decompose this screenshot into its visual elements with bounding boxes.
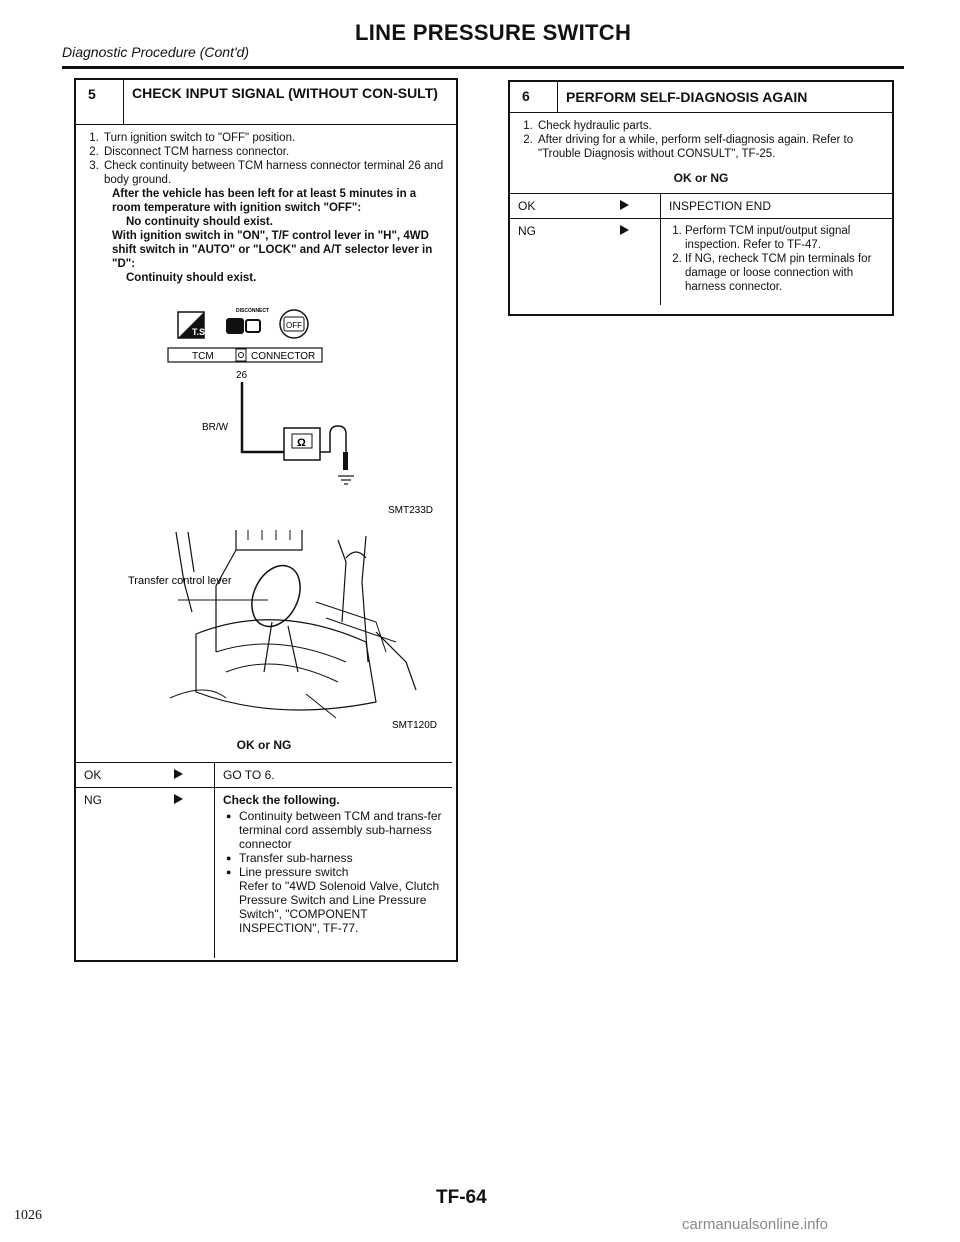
condition-b: With ignition switch in "ON", T/F control lever in "H", 4WD shift switch in "AUTO" or "LOCK" and A/T selector lever in "D": — [112, 230, 433, 270]
condition-a: After the vehicle has been left for at least 5 minutes in a room temperature with ignition switch "OFF": — [112, 188, 417, 214]
arrow-right-icon — [620, 200, 629, 210]
probe-wire-1 — [242, 382, 284, 452]
step-5-instructions — [76, 125, 456, 187]
ng-label: NG — [518, 224, 536, 238]
watermark: carmanualsonline.info — [682, 1216, 828, 1233]
header-rule — [62, 66, 904, 69]
ok-row — [510, 193, 892, 218]
transfer-lever-label: Transfer control lever — [128, 575, 232, 587]
step-6-number: 6 — [510, 82, 558, 112]
step-6-box — [508, 80, 894, 316]
arrow-right-icon — [174, 769, 183, 779]
instruction-item: 1. Turn ignition switch to "OFF" position. — [102, 131, 448, 145]
ok-ng-table — [76, 762, 452, 958]
ng-check-list — [223, 809, 444, 879]
ok-row — [76, 762, 452, 787]
page-code: TF-64 — [436, 1187, 487, 1208]
ng-action — [214, 788, 452, 958]
shift-knob — [243, 558, 310, 635]
list-item: ● Transfer sub-harness — [239, 851, 444, 865]
step-5-title: CHECK INPUT SIGNAL (WITHOUT CON-SULT) — [132, 85, 438, 101]
ohm-symbol: Ω — [297, 437, 306, 449]
instruction-item: 1. Check hydraulic parts. — [536, 119, 884, 133]
wire-color: BR/W — [202, 422, 229, 433]
ok-label: OK — [518, 199, 536, 213]
section-subtitle: Diagnostic Procedure (Cont'd) — [62, 44, 250, 60]
step-6-instructions — [510, 113, 892, 161]
list-item: ● Line pressure switch — [239, 865, 444, 879]
ng-action — [660, 219, 892, 305]
ng-heading: Check the following. — [223, 793, 340, 807]
step-5-number: 5 — [76, 80, 124, 124]
result-b: Continuity should exist. — [126, 272, 257, 284]
result-a: No continuity should exist. — [126, 216, 273, 228]
page-number: 1026 — [14, 1208, 42, 1223]
figure-code: SMT233D — [388, 505, 434, 516]
continuity-check-figure — [76, 302, 452, 528]
probe-wire-2 — [320, 426, 346, 462]
ng-row — [76, 787, 452, 958]
tcm-label: TCM — [192, 351, 214, 362]
arrow-right-icon — [174, 794, 183, 804]
ng-row — [510, 218, 892, 305]
ignition-off-icon — [280, 310, 308, 338]
transfer-lever-figure — [76, 522, 452, 730]
ok-action: GO TO 6. — [214, 763, 452, 787]
terminal-number: 26 — [236, 370, 248, 381]
ok-action: INSPECTION END — [660, 194, 892, 218]
ok-ng-table — [510, 193, 892, 305]
step-5-box — [74, 78, 458, 962]
ng-label: NG — [84, 793, 102, 807]
ng-steps — [669, 224, 884, 294]
instruction-item: 2. Disconnect TCM harness connector. — [102, 145, 448, 159]
page-title: LINE PRESSURE SWITCH — [355, 20, 632, 45]
figure-code: SMT120D — [392, 720, 438, 730]
arrow-right-icon — [620, 225, 629, 235]
step-5-header — [76, 80, 456, 125]
ng-reference: Refer to "4WD Solenoid Valve, Clutch Pressure Switch and Line Pressure Switch", "COMPONENT INSPECTION", TF-77. — [239, 879, 440, 935]
list-item: ● Continuity between TCM and trans-fer terminal cord assembly sub-harness connector — [239, 809, 444, 851]
ts-label: T.S. — [192, 327, 208, 337]
step-6-title: PERFORM SELF-DIAGNOSIS AGAIN — [566, 89, 808, 105]
disconnect-label: DISCONNECT — [236, 308, 270, 314]
instruction-item: 2. After driving for a while, perform self-diagnosis again. Refer to "Trouble Diagnosis without CONSULT", TF-25. — [536, 133, 884, 161]
ok-label: OK — [84, 768, 102, 782]
ok-or-ng-label: OK or NG — [236, 738, 292, 752]
off-label: OFF — [286, 321, 302, 330]
connector-label: CONNECTOR — [251, 351, 316, 362]
ts-icon — [178, 312, 208, 338]
step-6-header — [510, 82, 892, 113]
instruction-item: 3. Check continuity between TCM harness connector terminal 26 and body ground. — [102, 159, 448, 187]
list-item: 2. If NG, recheck TCM pin terminals for damage or loose connection with harness connector. — [685, 252, 884, 294]
list-item: 1. Perform TCM input/output signal inspection. Refer to TF-47. — [685, 224, 884, 252]
disconnect-icon — [226, 308, 269, 334]
ok-or-ng-label: OK or NG — [673, 171, 729, 185]
